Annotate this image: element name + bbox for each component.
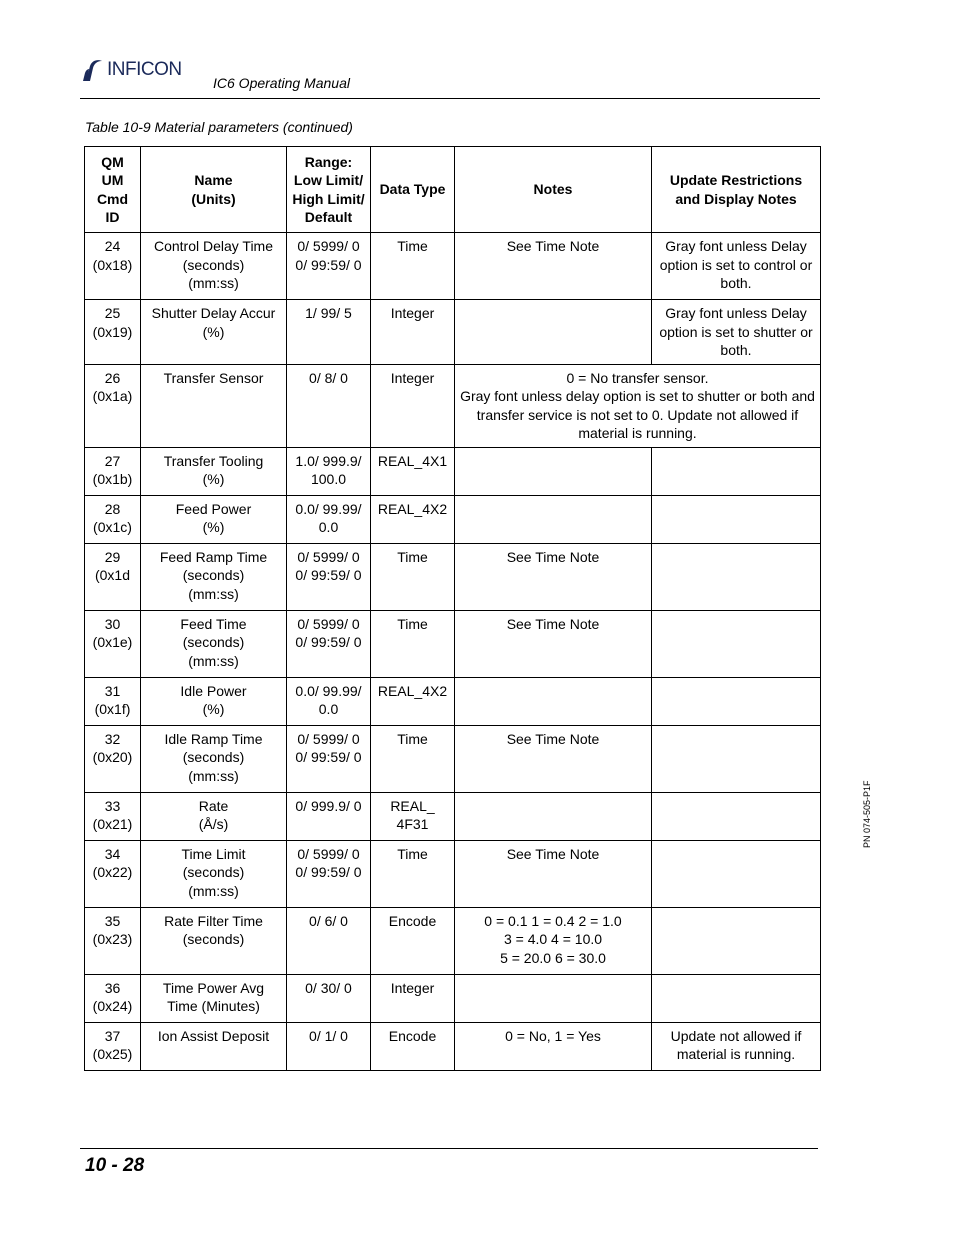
data-type-cell: Time [371, 725, 455, 792]
cmd-id-cell: 37 (0x25) [85, 1022, 141, 1070]
table-row [85, 907, 821, 974]
name-cell: Time Limit (seconds) (mm:ss) [141, 840, 287, 907]
data-type-cell: Integer [371, 300, 455, 365]
range-cell: 0/ 30/ 0 [287, 974, 371, 1022]
update-cell [652, 495, 821, 543]
column-header-range: Range: Low Limit/ High Limit/ Default [287, 147, 371, 233]
name-cell: Rate (Å/s) [141, 792, 287, 840]
cmd-id-cell: 29 (0x1d [85, 543, 141, 610]
update-cell: Gray font unless Delay option is set to shutter or both. [652, 300, 821, 365]
range-cell: 0/ 1/ 0 [287, 1022, 371, 1070]
range-cell: 0/ 999.9/ 0 [287, 792, 371, 840]
notes-cell [455, 677, 652, 725]
notes-cell: See Time Note [455, 543, 652, 610]
range-cell: 0.0/ 99.99/ 0.0 [287, 495, 371, 543]
notes-cell [455, 792, 652, 840]
inficon-logo [82, 58, 182, 82]
cmd-id-cell: 32 (0x20) [85, 725, 141, 792]
update-cell: Update not allowed if material is running. [652, 1022, 821, 1070]
table-row [85, 725, 821, 792]
update-cell [652, 610, 821, 677]
data-type-cell: Time [371, 233, 455, 300]
cmd-id-cell: 31 (0x1f) [85, 677, 141, 725]
table-row [85, 447, 821, 495]
part-number: PN 074-505-P1F [862, 780, 872, 848]
name-cell: Transfer Tooling (%) [141, 447, 287, 495]
table-header-row [85, 147, 821, 233]
notes-cell: See Time Note [455, 725, 652, 792]
name-cell: Control Delay Time (seconds) (mm:ss) [141, 233, 287, 300]
table-row [85, 364, 821, 447]
name-cell: Idle Power (%) [141, 677, 287, 725]
inficon-swoosh-icon [82, 58, 104, 82]
column-header-notes: Notes [455, 147, 652, 233]
table-row [85, 543, 821, 610]
notes-cell: See Time Note [455, 610, 652, 677]
table-row [85, 610, 821, 677]
range-cell: 0/ 5999/ 0 0/ 99:59/ 0 [287, 840, 371, 907]
update-cell [652, 543, 821, 610]
data-type-cell: REAL_4X1 [371, 447, 455, 495]
cmd-id-cell: 27 (0x1b) [85, 447, 141, 495]
data-type-cell: Encode [371, 1022, 455, 1070]
cmd-id-cell: 26 (0x1a) [85, 364, 141, 447]
update-cell [652, 677, 821, 725]
table-row [85, 495, 821, 543]
name-cell: Ion Assist Deposit [141, 1022, 287, 1070]
name-cell: Feed Ramp Time (seconds) (mm:ss) [141, 543, 287, 610]
table-row [85, 792, 821, 840]
cmd-id-cell: 33 (0x21) [85, 792, 141, 840]
data-type-cell: Time [371, 610, 455, 677]
cmd-id-cell: 25 (0x19) [85, 300, 141, 365]
notes-cell: See Time Note [455, 840, 652, 907]
logo-wordmark: INFICON [107, 59, 182, 80]
range-cell: 0.0/ 99.99/ 0.0 [287, 677, 371, 725]
footer-divider [80, 1148, 818, 1149]
update-cell [652, 907, 821, 974]
update-cell [652, 792, 821, 840]
cmd-id-cell: 24 (0x18) [85, 233, 141, 300]
update-cell [652, 974, 821, 1022]
range-cell: 0/ 6/ 0 [287, 907, 371, 974]
notes-cell [455, 974, 652, 1022]
data-type-cell: Time [371, 543, 455, 610]
notes-cell [455, 495, 652, 543]
name-cell: Rate Filter Time (seconds) [141, 907, 287, 974]
update-cell [652, 840, 821, 907]
name-cell: Feed Power (%) [141, 495, 287, 543]
data-type-cell: REAL_4X2 [371, 677, 455, 725]
data-type-cell: REAL_4X2 [371, 495, 455, 543]
cmd-id-cell: 28 (0x1c) [85, 495, 141, 543]
notes-cell: 0 = 0.1 1 = 0.4 2 = 1.0 3 = 4.0 4 = 10.0 5 = 20.0 6 = 30.0 [455, 907, 652, 974]
data-type-cell: Encode [371, 907, 455, 974]
range-cell: 0/ 5999/ 0 0/ 99:59/ 0 [287, 543, 371, 610]
notes-cell: 0 = No transfer sensor. Gray font unless delay option is set to shutter or both and transfer service is not set to 0. Update not allowed if material is running. [455, 364, 821, 447]
material-parameters-table [84, 146, 821, 1071]
data-type-cell: Time [371, 840, 455, 907]
notes-cell [455, 447, 652, 495]
data-type-cell: Integer [371, 974, 455, 1022]
column-header-data-type: Data Type [371, 147, 455, 233]
range-cell: 0/ 8/ 0 [287, 364, 371, 447]
notes-cell: See Time Note [455, 233, 652, 300]
page-number: 10 - 28 [85, 1155, 145, 1176]
table-caption: Table 10-9 Material parameters (continued) [85, 119, 353, 135]
name-cell: Time Power Avg Time (Minutes) [141, 974, 287, 1022]
table-row [85, 1022, 821, 1070]
data-type-cell: Integer [371, 364, 455, 447]
manual-title: IC6 Operating Manual [213, 75, 350, 91]
table-row [85, 974, 821, 1022]
column-header-update-restrictions: Update Restrictions and Display Notes [652, 147, 821, 233]
column-header-cmd-id: QM UM Cmd ID [85, 147, 141, 233]
table-row [85, 840, 821, 907]
range-cell: 0/ 5999/ 0 0/ 99:59/ 0 [287, 233, 371, 300]
name-cell: Feed Time (seconds) (mm:ss) [141, 610, 287, 677]
range-cell: 0/ 5999/ 0 0/ 99:59/ 0 [287, 610, 371, 677]
table-row [85, 677, 821, 725]
notes-cell: 0 = No, 1 = Yes [455, 1022, 652, 1070]
name-cell: Transfer Sensor [141, 364, 287, 447]
table-row [85, 300, 821, 365]
name-cell: Idle Ramp Time (seconds) (mm:ss) [141, 725, 287, 792]
range-cell: 1/ 99/ 5 [287, 300, 371, 365]
column-header-name: Name (Units) [141, 147, 287, 233]
table-row [85, 233, 821, 300]
update-cell: Gray font unless Delay option is set to control or both. [652, 233, 821, 300]
range-cell: 1.0/ 999.9/ 100.0 [287, 447, 371, 495]
cmd-id-cell: 34 (0x22) [85, 840, 141, 907]
notes-cell [455, 300, 652, 365]
cmd-id-cell: 30 (0x1e) [85, 610, 141, 677]
cmd-id-cell: 35 (0x23) [85, 907, 141, 974]
data-type-cell: REAL_ 4F31 [371, 792, 455, 840]
name-cell: Shutter Delay Accur (%) [141, 300, 287, 365]
range-cell: 0/ 5999/ 0 0/ 99:59/ 0 [287, 725, 371, 792]
cmd-id-cell: 36 (0x24) [85, 974, 141, 1022]
update-cell [652, 725, 821, 792]
update-cell [652, 447, 821, 495]
header-divider [80, 98, 820, 99]
